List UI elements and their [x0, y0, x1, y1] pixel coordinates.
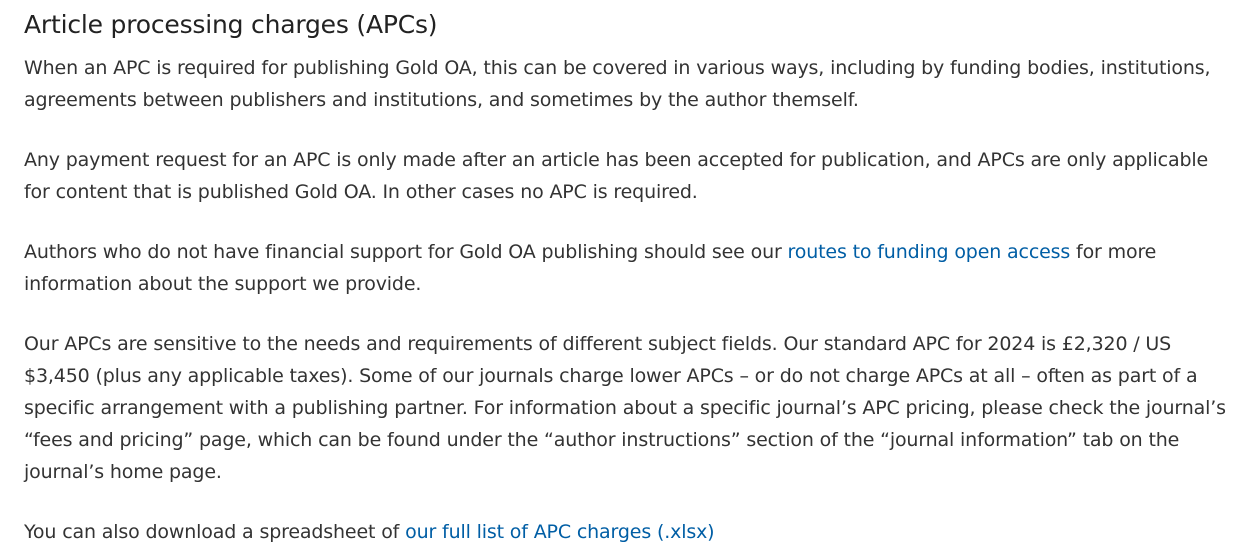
paragraph-financial-support	[24, 236, 1239, 300]
paragraph-apc-coverage: When an APC is required for publishing Gold OA, this can be covered in various ways, including by funding bodies, institutions, agreements between publishers and institutions, and sometimes by the author themself.	[24, 57, 1211, 111]
routes-to-funding-link[interactable]: routes to funding open access	[787, 241, 1071, 263]
paragraph-download	[24, 516, 1239, 548]
paragraph-text: Authors who do not have financial support for Gold OA publishing should see our	[24, 241, 788, 263]
section-heading: Article processing charges (APCs)	[24, 10, 438, 39]
paragraph-payment-request: Any payment request for an APC is only made after an article has been accepted for publication, and APCs are only applicable for content that is published Gold OA. In other cases no APC is required.	[24, 149, 1209, 203]
paragraph-text: for more information about the support we provide.	[24, 241, 1157, 295]
paragraph-apc-pricing: Our APCs are sensitive to the needs and requirements of different subject fields. Our standard APC for 2024 is £2,320 / US $3,450 (plus any applicable taxes). Some of our journals charge lower APCs – or do not charge APCs at all – often as part of a specific arrangement with a publishing partner. For information about a specific journal’s APC pricing, please check the journal’s “fees and pricing” page, which can be found under the “author instructions” section of the “journal information” tab on the journal’s home page.	[24, 333, 1226, 483]
paragraph-text: You can also download a spreadsheet of	[24, 521, 406, 543]
apc-charges-download-link[interactable]: our full list of APC charges (.xlsx)	[405, 521, 715, 543]
apc-section	[24, 6, 1239, 548]
